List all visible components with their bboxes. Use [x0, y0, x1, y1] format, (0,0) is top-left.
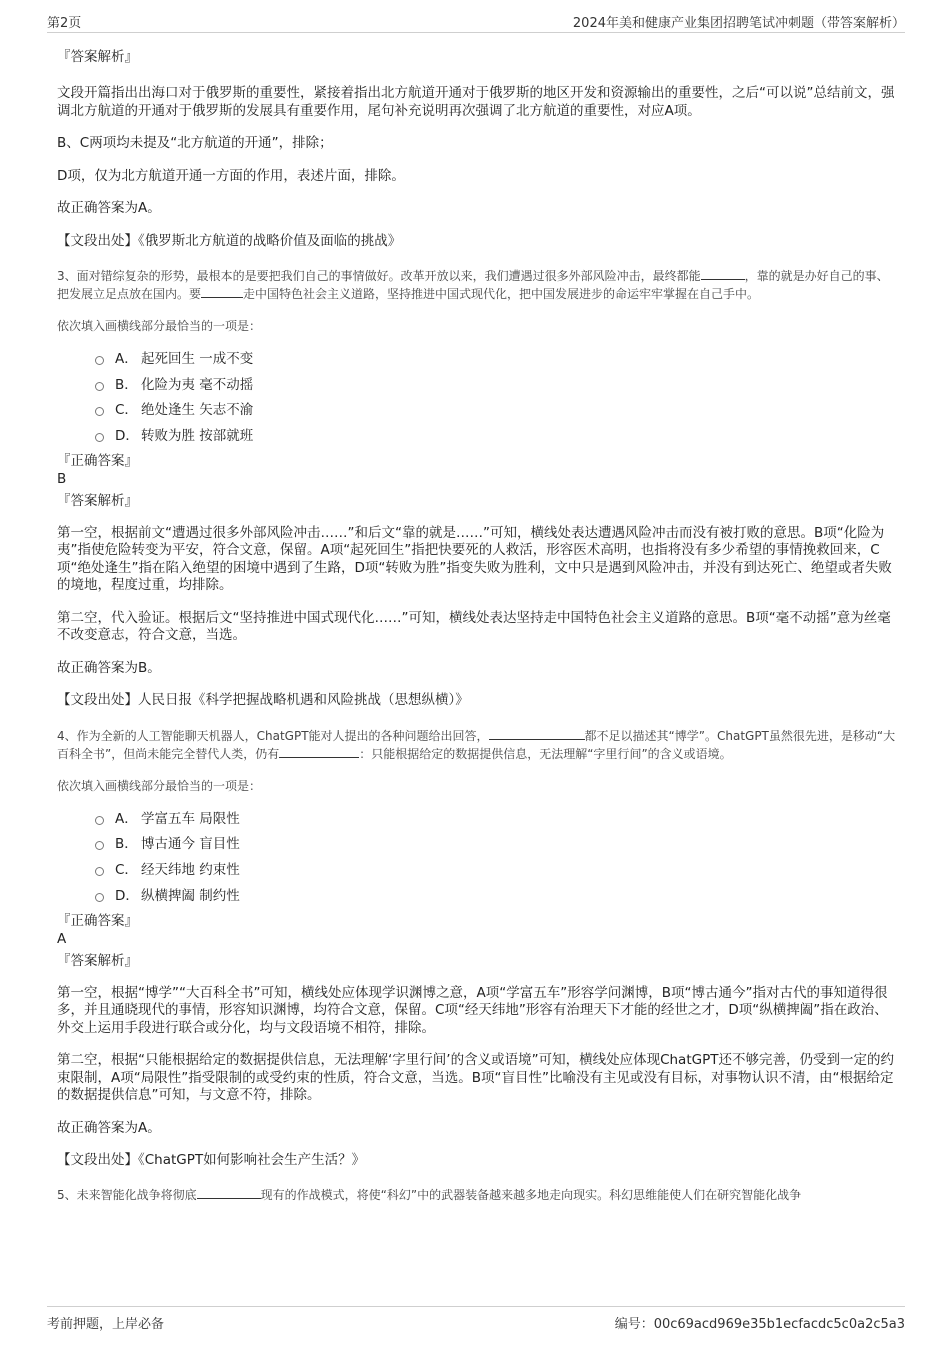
answer-statement: 故正确答案为A。	[57, 1119, 161, 1136]
analysis-label: 『答案解析』	[57, 49, 138, 65]
option-d[interactable]: D． 纵横捭阖 制约性	[95, 884, 900, 910]
analysis-paragraph: 第二空，代入验证。根据后文“坚持推进中国式现代化……”可知，横线处表达坚持走中国特色社会主义道路的意思。B项“毫不动摇”意为丝毫不改变意志，符合文意，当选。	[57, 609, 891, 644]
page-footer	[47, 1306, 905, 1333]
correct-answer: A	[57, 930, 67, 947]
source-citation: 【文段出处】《俄罗斯北方航道的战略价值及面临的挑战》	[57, 232, 402, 249]
option-b[interactable]: B． 博古通今 盲目性	[95, 832, 900, 858]
option-a[interactable]: A． 起死回生 一成不变	[95, 347, 900, 373]
correct-answer: B	[57, 470, 67, 487]
option-a[interactable]: A． 学富五车 局限性	[95, 807, 900, 833]
radio-icon[interactable]	[95, 867, 104, 876]
analysis-paragraph: 第二空，根据“只能根据给定的数据提供信息，无法理解‘字里行间’的含义或语境”可知，横线处应体现ChatGPT还不够完善，仍受到一定的约束限制，A项“局限性”指受限制的或受约束的性质，符合文意，当选。B项“盲目性”比喻没有主见或没有目标，对事物认识不清，由“根据给定的数据提供信息”可知，与文意不符，排除。	[57, 1052, 894, 1103]
radio-icon[interactable]	[95, 433, 104, 442]
document-body	[57, 44, 900, 1204]
analysis-paragraph: 第一空，根据前文“遭遇过很多外部风险冲击……”和后文“靠的就是……”可知，横线处表达遭遇风险冲击而没有被打败的意思。B项“化险为夷”指使危险转变为平安，符合文意，保留。A项“起死回生”指把快要死的人救活，形容医术高明，也指将没有多少希望的事情挽救回来，C项“绝处逢生”指在陷入绝望的困境中遇到了生路，D项“转败为胜”指变失败为胜利，文中只是遇到风险冲击，并没有到达死亡、绝望或者失败的境地，程度过重，均排除。	[57, 524, 892, 594]
analysis-paragraph: D项，仅为北方航道开通一方面的作用，表述片面，排除。	[57, 167, 405, 184]
radio-icon[interactable]	[95, 382, 104, 391]
source-citation: 【文段出处】人民日报《科学把握战略机遇和风险挑战（思想纵横）》	[57, 692, 469, 709]
footer-slogan: 考前押题，上岸必备	[47, 1317, 165, 1332]
option-d[interactable]: D． 转败为胜 按部就班	[95, 424, 900, 450]
question-stem: 4、作为全新的人工智能聊天机器人，ChatGPT能对人提出的各种问题给出回答， 都不足以描述其“博学”。ChatGPT虽然很先进，是移动“大百科全书”，但尚未能完全替代人类，仍有 ：只能根据给定的数据提供信息，无法理解“字里行间”的含义或语境。	[57, 728, 896, 761]
question-instruction: 依次填入画横线部分最恰当的一项是：	[57, 319, 262, 333]
answer-label: 『正确答案』	[57, 912, 138, 929]
analysis-paragraph: B、C两项均未提及“北方航道的开通”，排除；	[57, 135, 333, 151]
option-b[interactable]: B． 化险为夷 毫不动摇	[95, 373, 900, 399]
analysis-label: 『答案解析』	[57, 952, 138, 969]
analysis-paragraph: 文段开篇指出出海口对于俄罗斯的重要性，紧接着指出北方航道开通对于俄罗斯的地区开发和资源输出的重要性，之后“可以说”总结前文，强调北方航道的开通对于俄罗斯的发展具有重要作用，尾句补充说明再次强调了北方航道的重要性，对应A项。	[57, 85, 895, 119]
source-citation: 【文段出处】《ChatGPT如何影响社会生产生活？》	[57, 1152, 366, 1168]
question-stem: 3、面对错综复杂的形势，最根本的是要把我们自己的事情做好。改革开放以来，我们遭遇过很多外部风险冲击，最终都能 ，靠的就是办好自己的事、把发展立足点放在国内。要 走中国特色社会主义道路，坚持推进中国式现代化，把中国发展进步的命运牢牢掌握在自己手中。	[57, 269, 889, 301]
analysis-label: 『答案解析』	[57, 492, 138, 509]
radio-icon[interactable]	[95, 356, 104, 365]
document-title: 2024年美和健康产业集团招聘笔试冲刺题（带答案解析）	[572, 16, 905, 31]
answer-statement: 故正确答案为A。	[57, 200, 161, 216]
page-header	[47, 8, 905, 33]
radio-icon[interactable]	[95, 893, 104, 902]
option-c[interactable]: C． 绝处逢生 矢志不渝	[95, 398, 900, 424]
options-list	[57, 807, 900, 910]
option-c[interactable]: C． 经天纬地 约束性	[95, 858, 900, 884]
answer-statement: 故正确答案为B。	[57, 659, 161, 676]
analysis-paragraph: 第一空，根据“博学”“大百科全书”可知，横线处应体现学识渊博之意，A项“学富五车”形容学问渊博，B项“博古通今”指对古代的事知道得很多，并且通晓现代的事情，形容知识渊博，均符合文意，保留。C项“经天纬地”形容有治理天下才能的经世之才，D项“纵横捭阖”指在政治、外交上运用手段进行联合或分化，均与文段语境不相符，排除。	[57, 984, 888, 1036]
radio-icon[interactable]	[95, 407, 104, 416]
page-number: 第2页	[47, 16, 82, 31]
options-list	[57, 347, 900, 450]
radio-icon[interactable]	[95, 816, 104, 825]
radio-icon[interactable]	[95, 841, 104, 850]
question-stem: 5、未来智能化战争将彻底 现有的作战模式，将使“科幻”中的武器装备越来越多地走向现实。科幻思维能使人们在研究智能化战争	[57, 1187, 802, 1202]
question-instruction: 依次填入画横线部分最恰当的一项是：	[57, 778, 262, 793]
document-id: 编号：00c69acd969e35b1ecfacdc5c0a2c5a3	[614, 1317, 905, 1332]
answer-label: 『正确答案』	[57, 452, 138, 469]
